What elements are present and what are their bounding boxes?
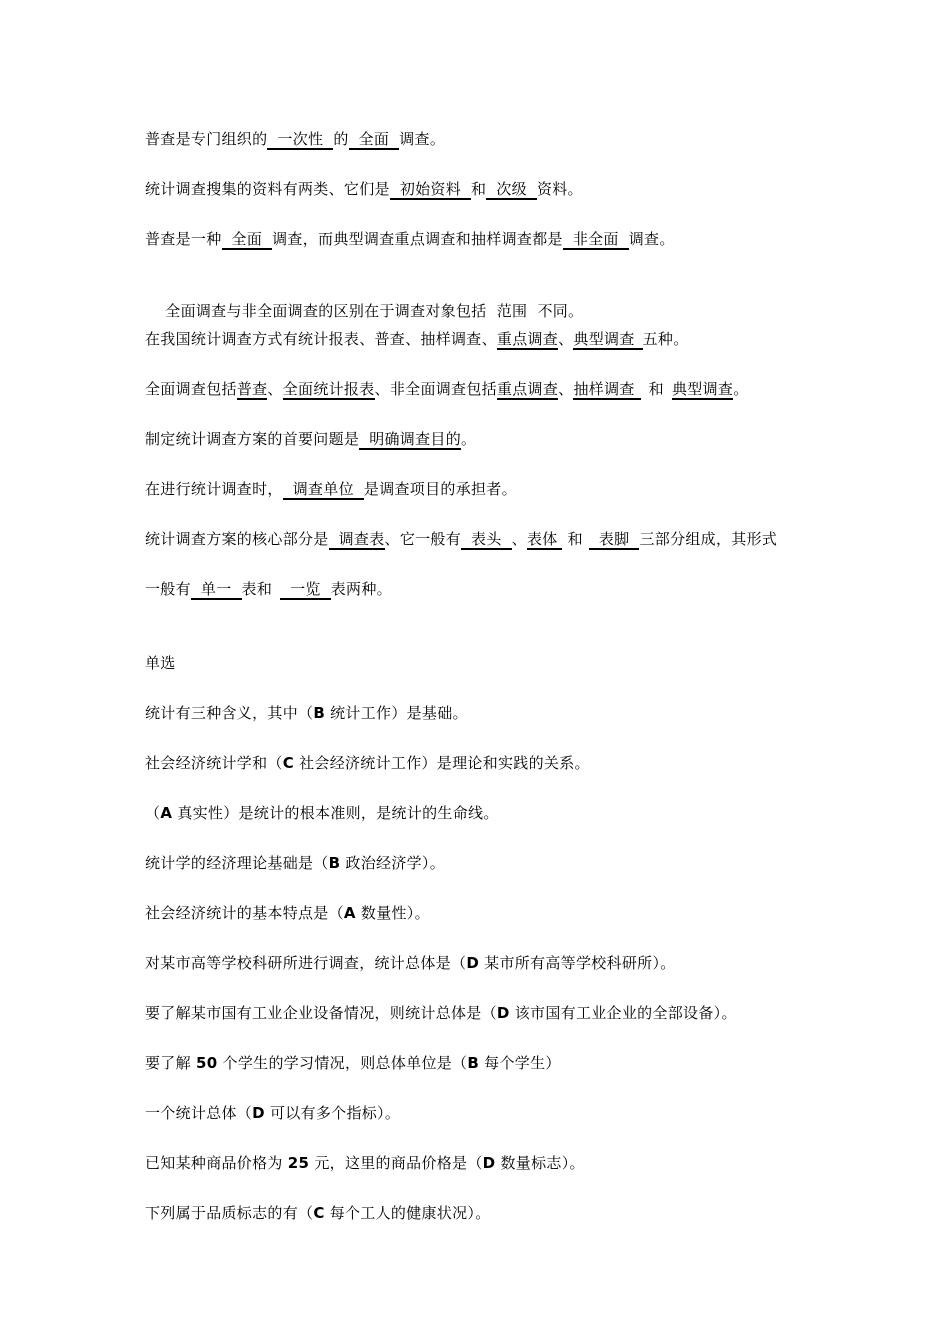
text: 一个统计总体（ [145,1104,253,1122]
text: 调查。 [399,130,446,148]
text: 一般有 [145,580,191,598]
blank-answer: 表体 [527,530,562,550]
text: 社会经济统计学和（ [145,754,283,772]
answer-key: B [313,704,326,722]
answer-key: C [313,1204,325,1222]
fill-in-line-8 [145,478,517,500]
text: 、它一般有 [384,530,462,548]
text: 表两种。 [330,580,392,598]
text: 资料。 [536,180,583,198]
number: 50 [195,1054,218,1072]
text: 的 [333,130,349,148]
blank-answer: 表头 [461,530,512,550]
question-7 [145,1002,737,1024]
blank-answer: 典型调查 [573,330,642,350]
answer-key: B [467,1054,480,1072]
text: 五种。 [642,330,689,348]
question-5 [145,902,430,924]
text: 统计工作）是基础。 [330,704,468,722]
text: 每个学生） [484,1054,561,1072]
question-9 [145,1102,400,1124]
answer-key: D [496,1004,510,1022]
text: 统计有三种含义，其中（ [145,704,314,722]
blank-answer: 全面 [349,130,400,150]
text: 政治经济学）。 [345,854,446,872]
text: （ [145,804,161,822]
text: 每个工人的健康状况）。 [329,1204,491,1222]
blank-answer: 明确调查目的 [359,430,461,450]
text: 是调查项目的承担者。 [363,480,517,498]
number: 25 [287,1154,310,1172]
text: 、 [267,380,283,398]
question-10 [145,1152,585,1174]
text: 制定统计调查方案的首要问题是 [145,430,360,448]
blank-answer: 次级 [486,180,537,200]
fill-in-line-6 [145,378,749,400]
text: 对某市高等学校科研所进行调查，统计总体是（ [145,954,467,972]
blank-answer: 普查 [236,380,268,398]
question-1 [145,702,468,724]
blank-answer: 全面统计报表 [282,380,375,398]
text: 、 [558,380,574,398]
text: 普查是专门组织的 [145,130,268,148]
text: 表和 [241,580,273,598]
blank-answer: 典型调查 [671,380,734,398]
text: 在我国统计调查方式有统计报表、普查、抽样调查、 [145,330,497,348]
text: 。 [461,430,477,448]
question-3 [145,802,499,824]
text: 社会经济统计工作）是理论和实践的关系。 [299,754,590,772]
text: 调查，而典型调查重点调查和抽样调查都是 [272,230,563,248]
blank-answer: 重点调查 [496,330,559,348]
text: 普查是一种 [145,230,222,248]
question-11 [145,1202,491,1224]
blank-answer: 全面 [222,230,273,250]
text: 全面调查包括 [145,380,237,398]
fill-in-line-10 [145,578,392,600]
text: 元，这里的商品价格是（ [314,1154,483,1172]
heading-text: 单选 [145,654,176,672]
text: 数量标志）。 [500,1154,585,1172]
text: 统计学的经济理论基础是（ [145,854,329,872]
question-4 [145,852,445,874]
text: 全面调查与非全面调查的区别在于调查对象包括 范围 不同。 [165,302,584,320]
fill-in-line-2 [145,178,583,200]
text: 、 [558,330,574,348]
text: 和 [567,530,583,548]
text: 和 [471,180,487,198]
text: 在进行统计调查时， [145,480,283,498]
text: 该市国有工业企业的全部设备）。 [514,1004,737,1022]
fill-in-line-7 [145,428,476,450]
answer-key: D [252,1104,265,1122]
text: 、 [511,530,527,548]
answer-key: D [466,954,480,972]
text: 下列属于品质标志的有（ [145,1204,314,1222]
text: 三部分组成，其形式 [639,530,778,548]
text: 某市所有高等学校科研所）。 [484,954,676,972]
text: 已知某种商品价格为 [145,1154,283,1172]
text: 调查。 [628,230,675,248]
answer-key: C [282,754,295,772]
text: 、非全面调查包括 [374,380,497,398]
text: 个学生的学习情况，则总体单位是（ [222,1054,468,1072]
blank-answer: 一览 [280,580,331,600]
text: 要了解 [145,1054,191,1072]
question-8 [145,1052,561,1074]
text: 要了解某市国有工业企业设备情况，则统计总体是（ [145,1004,497,1022]
fill-in-line-1 [145,128,445,150]
blank-answer: 非全面 [563,230,629,250]
text: 可以有多个指标）。 [269,1104,401,1122]
text: 数量性）。 [360,904,430,922]
blank-answer: 初始资料 [390,180,471,200]
blank-answer: 重点调查 [496,380,559,398]
blank-answer: 调查单位 [283,480,364,500]
text: 和 [648,380,664,398]
text: 。 [733,380,749,398]
blank-answer: 抽样调查 [573,380,640,400]
text: 统计调查搜集的资料有两类、它们是 [145,180,390,198]
text: 统计调查方案的核心部分是 [145,530,329,548]
blank-answer: 单一 [191,580,242,600]
question-6 [145,952,676,974]
fill-in-line-3 [145,228,675,250]
answer-key: A [160,804,173,822]
blank-answer: 调查表 [329,530,385,550]
text: 社会经济统计的基本特点是（ [145,904,344,922]
answer-key: D [482,1154,496,1172]
section-heading-single-choice [145,652,176,674]
fill-in-line-9 [145,528,777,550]
answer-key: A [343,904,356,922]
text: 真实性）是统计的根本准则，是统计的生命线。 [177,804,499,822]
blank-answer: 一次性 [267,130,333,150]
question-2 [145,752,590,774]
fill-in-line-5 [145,328,689,350]
answer-key: B [328,854,341,872]
blank-answer: 表脚 [589,530,640,550]
